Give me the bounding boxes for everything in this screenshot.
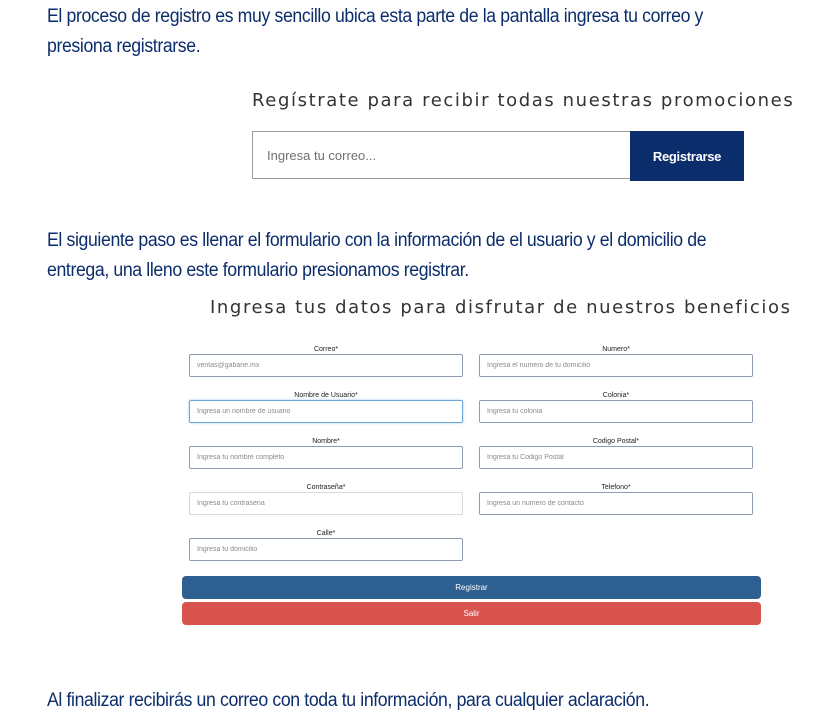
correo-input[interactable]: [189, 354, 463, 377]
contrasena-label: Contraseña*: [306, 484, 346, 491]
register-submit-button[interactable]: Registrar: [182, 576, 761, 599]
colonia-input[interactable]: [479, 400, 753, 423]
newsletter-heading: Regístrate para recibir todas nuestras promociones: [252, 90, 795, 111]
intro-paragraph-1: El proceso de registro es muy sencillo ubica esta parte de la pantalla ingresa tu correo y presiona registrarse.: [47, 6, 704, 57]
calle-label: Calle*: [316, 530, 336, 537]
intro-paragraph-3: Al finalizar recibirás un correo con toda tu información, para cualquier aclaración.: [47, 690, 650, 711]
nombre-input[interactable]: [189, 446, 463, 469]
numero-label: Numero*: [602, 346, 630, 353]
postal-input[interactable]: [479, 446, 753, 469]
register-heading: Ingresa tus datos para disfrutar de nuestros beneficios: [210, 297, 792, 318]
telefono-label: Telefono*: [601, 484, 631, 491]
postal-label: Codigo Postal*: [592, 438, 640, 445]
telefono-input[interactable]: [479, 492, 753, 515]
newsletter-email-input[interactable]: [252, 131, 630, 179]
colonia-label: Colonia*: [602, 392, 630, 399]
correo-label: Correo*: [313, 346, 339, 353]
usuario-label: Nombre de Usuario*: [294, 392, 358, 399]
intro-paragraph-2: El siguiente paso es llenar el formulario con la información de el usuario y el domicilio de entrega, una lleno este formulario presionamos registrar.: [47, 230, 707, 281]
newsletter-register-button[interactable]: Registrarse: [630, 131, 744, 181]
usuario-input[interactable]: [189, 400, 463, 423]
calle-input[interactable]: [189, 538, 463, 561]
contrasena-input[interactable]: [189, 492, 463, 515]
exit-button[interactable]: Salir: [182, 602, 761, 625]
nombre-label: Nombre*: [312, 438, 340, 445]
numero-input[interactable]: [479, 354, 753, 377]
